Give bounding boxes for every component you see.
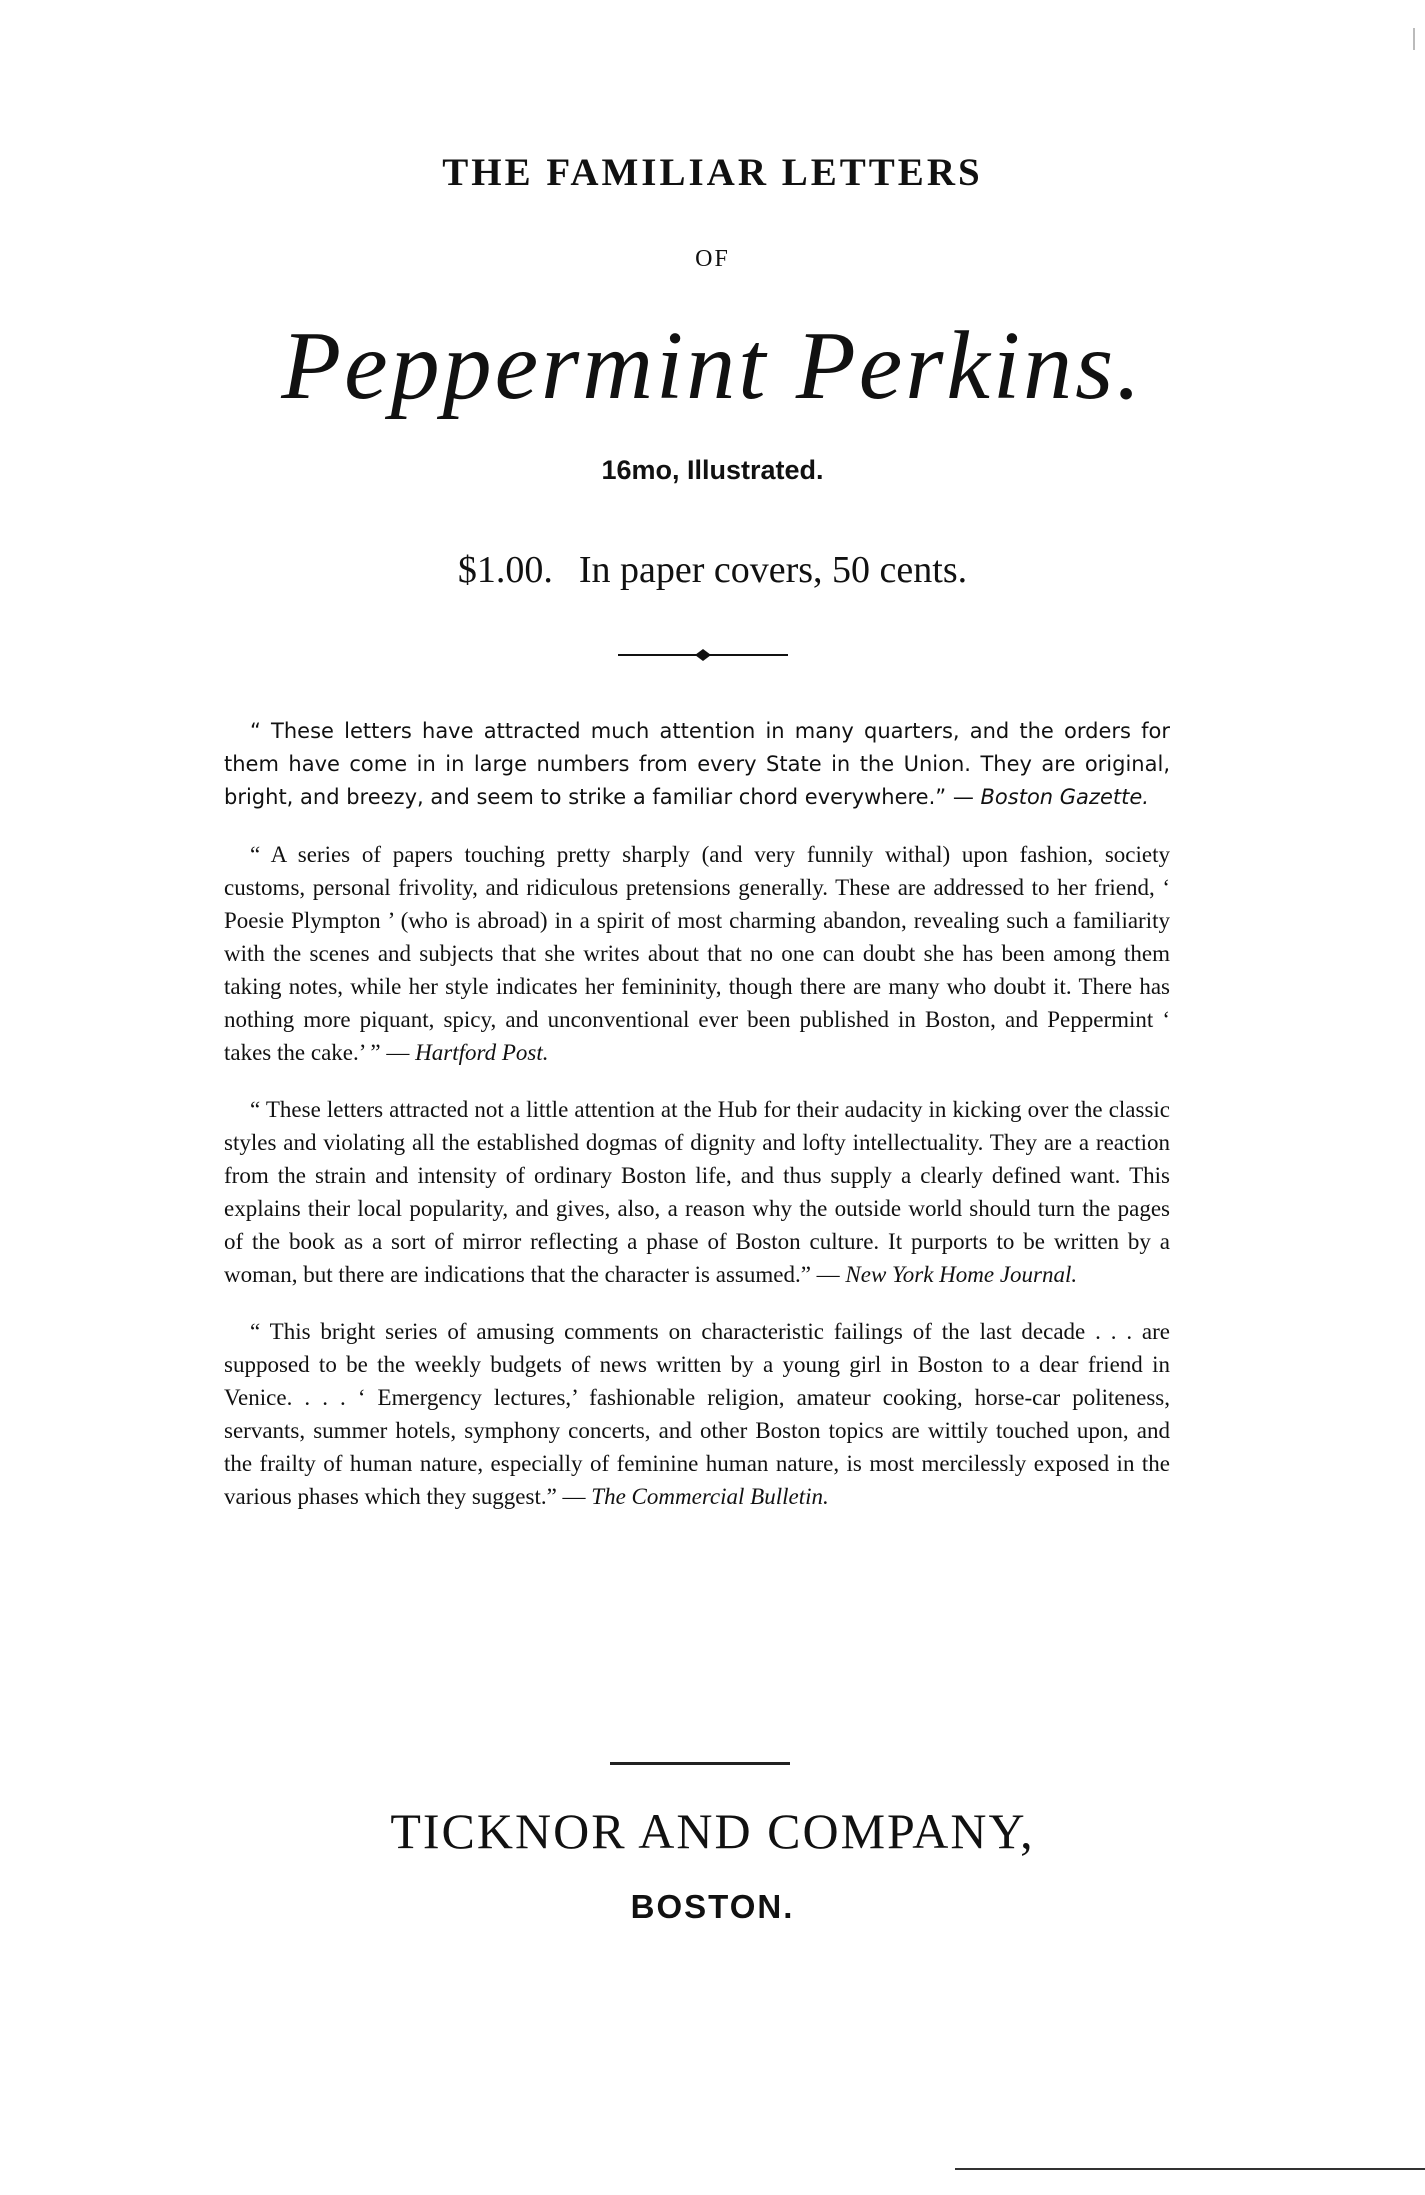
review-text: “ This bright series of amusing comments on characteristic failings of the last decade . . . are supposed to be the weekly budgets of news written by a young girl in Boston to a dear friend in Venice. . . . ‘ Emergency lectures,’ fashionable religion, amateur cooking, horse-car politeness, servants, summer hotels, symphony concerts, and other Boston topics are wittily touched upon, and the frailty of human nature, especially of feminine human nature, is most mercilessly exposed in the various phases which they suggest.” —	[224, 1319, 1170, 1509]
review-new-york-home-journal	[224, 1093, 1170, 1291]
bottom-divider	[610, 1762, 790, 1765]
review-source: New York Home Journal.	[845, 1262, 1078, 1287]
corner-rule	[955, 2168, 1425, 2170]
price-line	[0, 548, 1425, 592]
review-source: Boston Gazette.	[980, 785, 1149, 809]
margin-mark	[1413, 28, 1415, 50]
publisher-name: TICKNOR AND COMPANY,	[390, 1803, 1035, 1859]
cloth-price: $1.00.	[457, 549, 553, 591]
title-of: OF	[695, 246, 730, 272]
review-source: The Commercial Bulletin.	[591, 1484, 829, 1509]
publisher-city: BOSTON.	[630, 1888, 795, 1925]
ornament-diamond	[695, 649, 711, 661]
paper-price: In paper covers, 50 cents.	[578, 549, 968, 591]
review-text: “ A series of papers touching pretty sharply (and very funnily withal) upon fashion, society customs, personal frivolity, and ridiculous pretensions generally. These are addressed to her friend, ‘ Poesie Plympton ’ (who is abroad) in a spirit of most charming abandon, revealing such a familiarity with the scenes and subjects that she writes about that no one can doubt she has been among them taking notes, while her style indicates her femininity, though there are many who doubt it. There has nothing more piquant, spicy, and unconventional ever been published in Boston, and Peppermint ‘ takes the cake.’ ” —	[224, 842, 1170, 1065]
review-commercial-bulletin	[224, 1315, 1170, 1513]
review-boston-gazette	[224, 715, 1170, 814]
book-title: THE FAMILIAR LETTERS	[442, 151, 983, 194]
book-title-name: Peppermint Perkins.	[281, 312, 1144, 420]
ornament-divider	[618, 648, 788, 662]
review-text: “ These letters have attracted much attention in many quarters, and the orders for them have come in in large numbers from every State in the Union. They are original, bright, and breezy, and seem to strike a familiar chord everywhere.” —	[224, 719, 1170, 809]
book-format: 16mo, Illustrated.	[601, 455, 824, 485]
review-source: Hartford Post.	[415, 1040, 549, 1065]
review-text: “ These letters attracted not a little attention at the Hub for their audacity in kicking over the classic styles and violating all the established dogmas of dignity and lofty intellectuality. They are a reaction from the strain and intensity of ordinary Boston life, and thus supply a clearly defined want. This explains their local popularity, and gives, also, a reason why the outside world should turn the pages of the book as a sort of mirror reflecting a phase of Boston culture. It purports to be written by a woman, but there are indications that the character is assumed.” —	[224, 1097, 1170, 1287]
reviews-section	[224, 715, 1170, 1537]
review-hartford-post	[224, 838, 1170, 1069]
